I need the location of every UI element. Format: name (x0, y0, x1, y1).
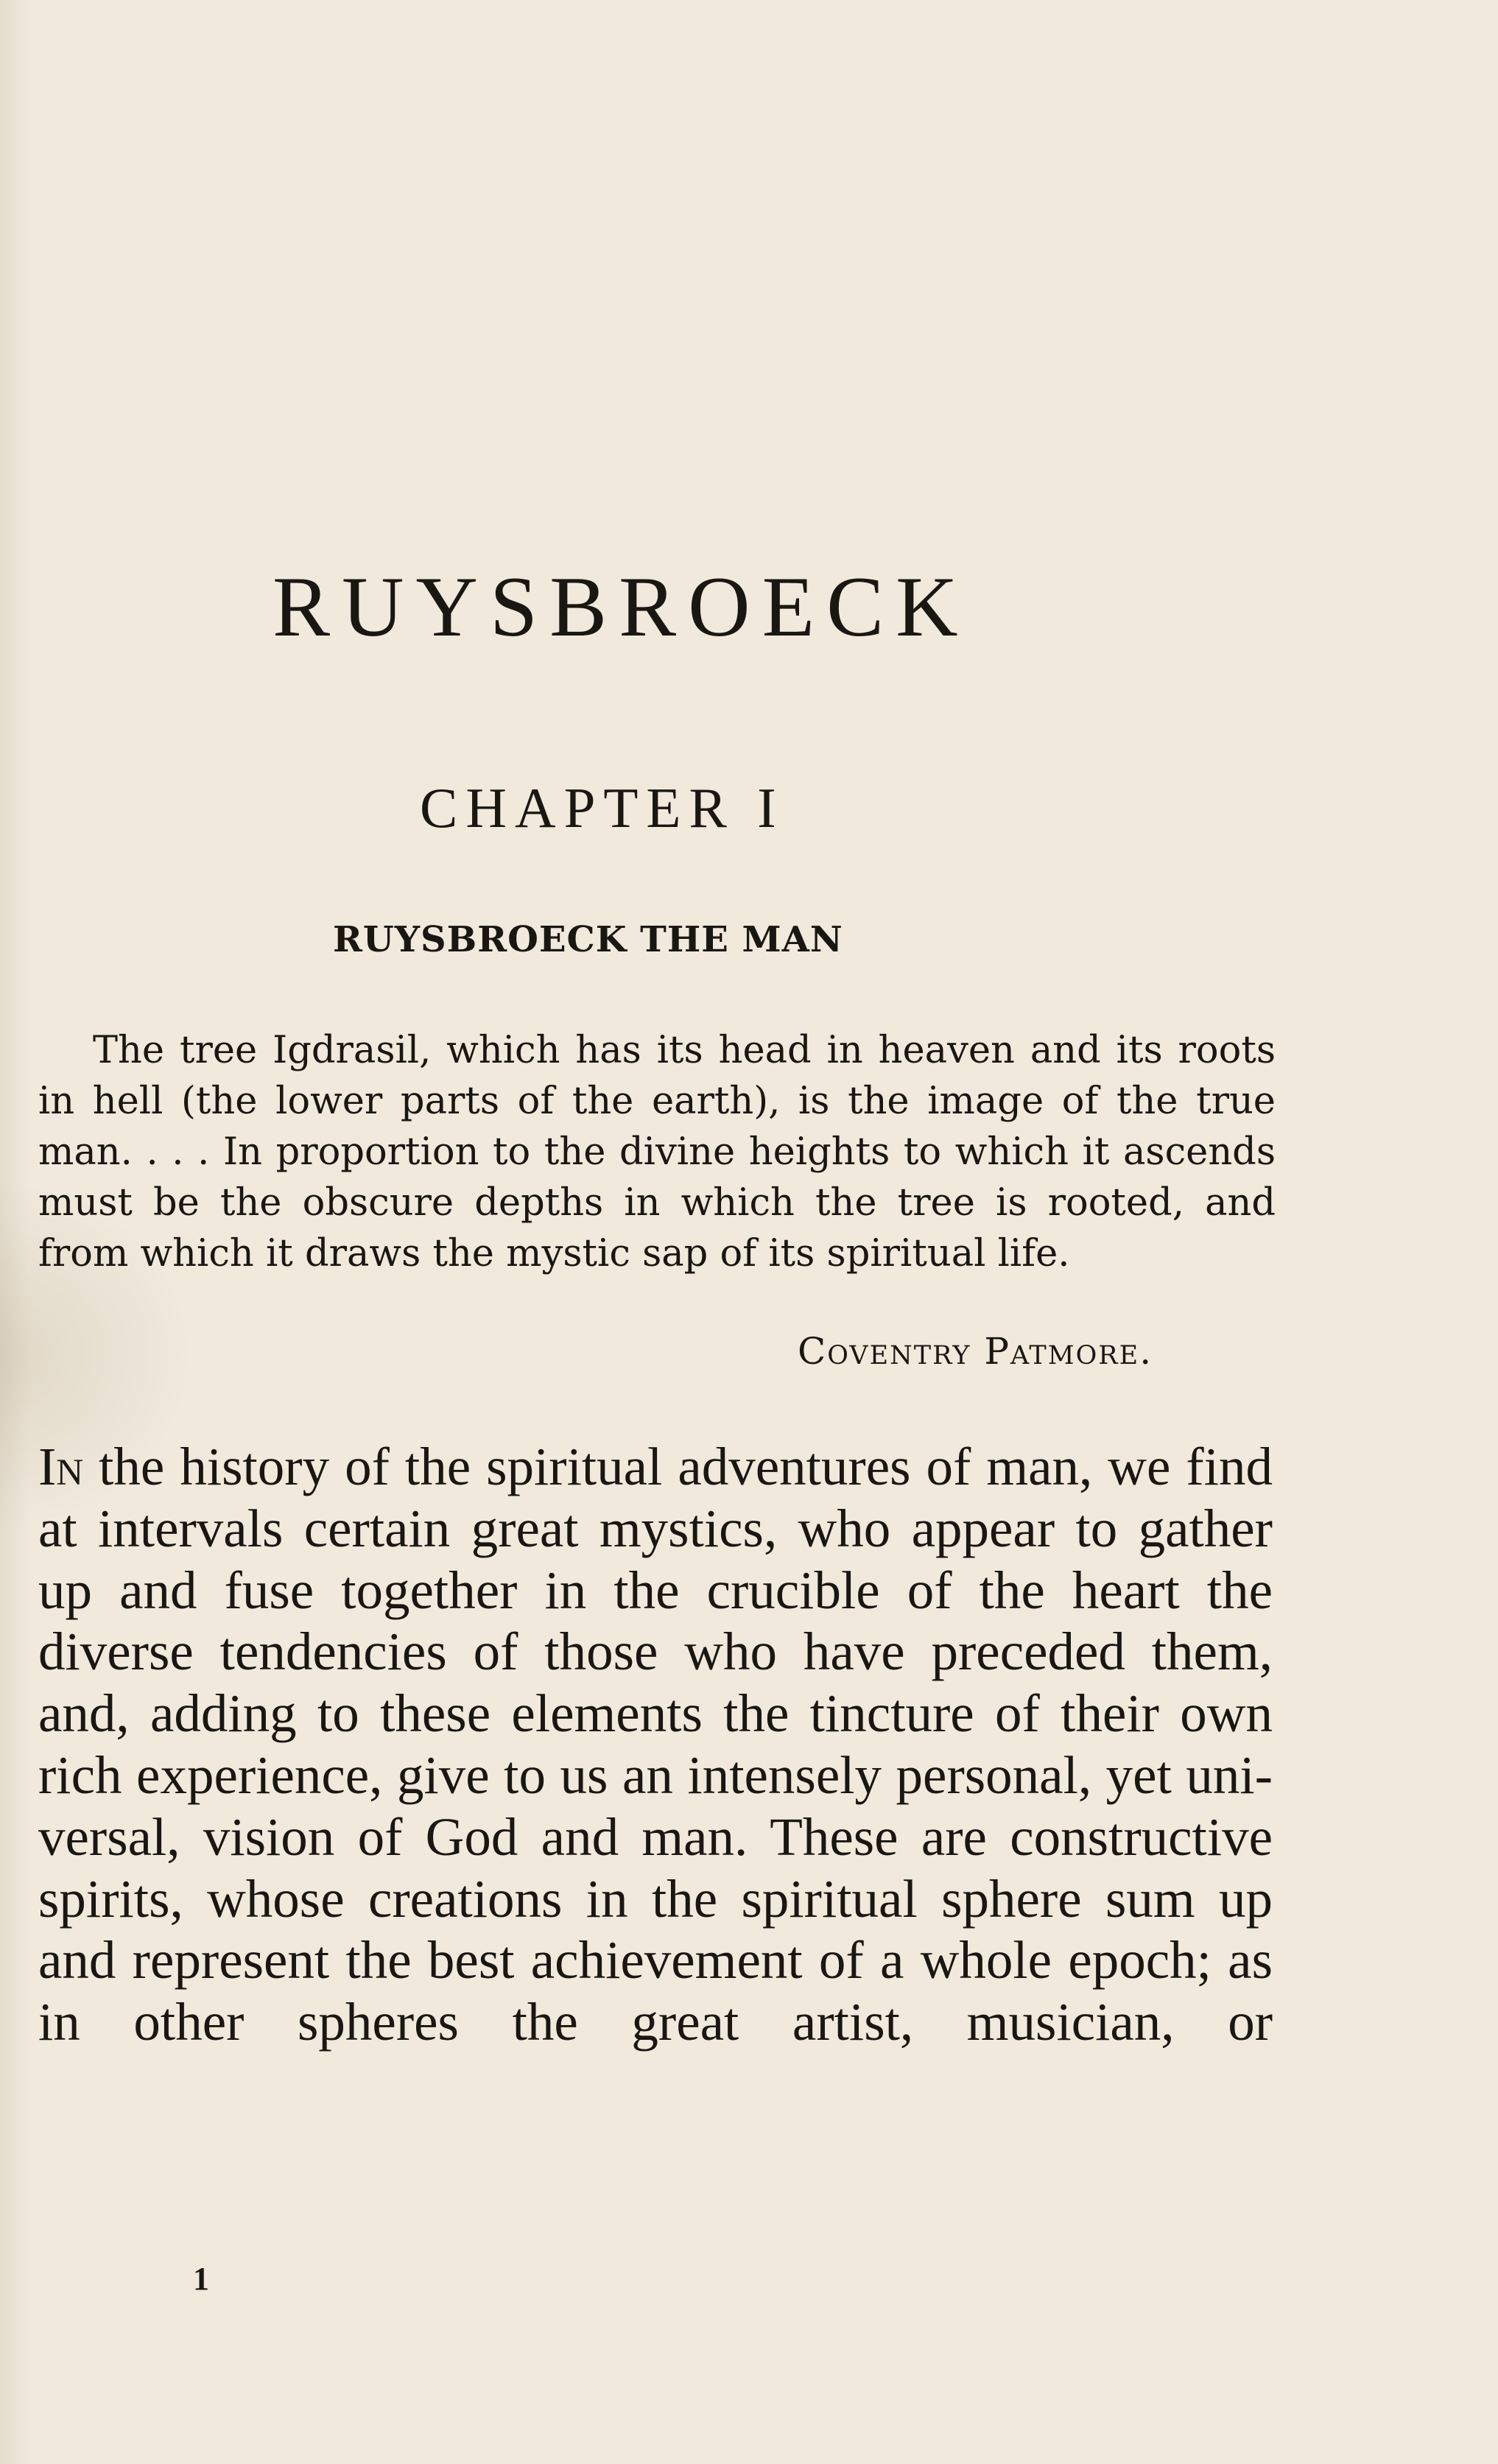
lead-word: In (38, 1437, 84, 1496)
book-title: RUYSBROECK (272, 560, 970, 655)
epigraph-quote: The tree Igdrasil, which has its head in heaven and its roots in hell (the lower parts of the earth), is the image of the true man. . . . In proportion to the divine heights to which it ascends must be the obscure depths in which the tree is rooted, and from which it draws the mystic sap of its spiritual life. (38, 1029, 1276, 1275)
epigraph-attribution: Coventry Patmore. (798, 1330, 1153, 1373)
body-paragraph-text: the history of the spiritual adventures of man, we find at intervals certain great mystics, who appear to gather up and fuse together in the crucible of the heart the diverse tendencies of those who have preceded them, and, adding to these elements the tincture of their own rich experience, give to us an intensely personal, yet universal, vision of God and man. These are constructive spirits, whose creations in the spiritual sphere sum up and represent the best achievement of a whole epoch; as in other spheres the great artist, musician, or (38, 1437, 1273, 2052)
page-number: 1 (193, 2261, 209, 2297)
body-paragraph (38, 1436, 1273, 2053)
chapter-heading: CHAPTER I (420, 776, 784, 839)
chapter-subtitle: RUYSBROECK THE MAN (333, 919, 843, 960)
